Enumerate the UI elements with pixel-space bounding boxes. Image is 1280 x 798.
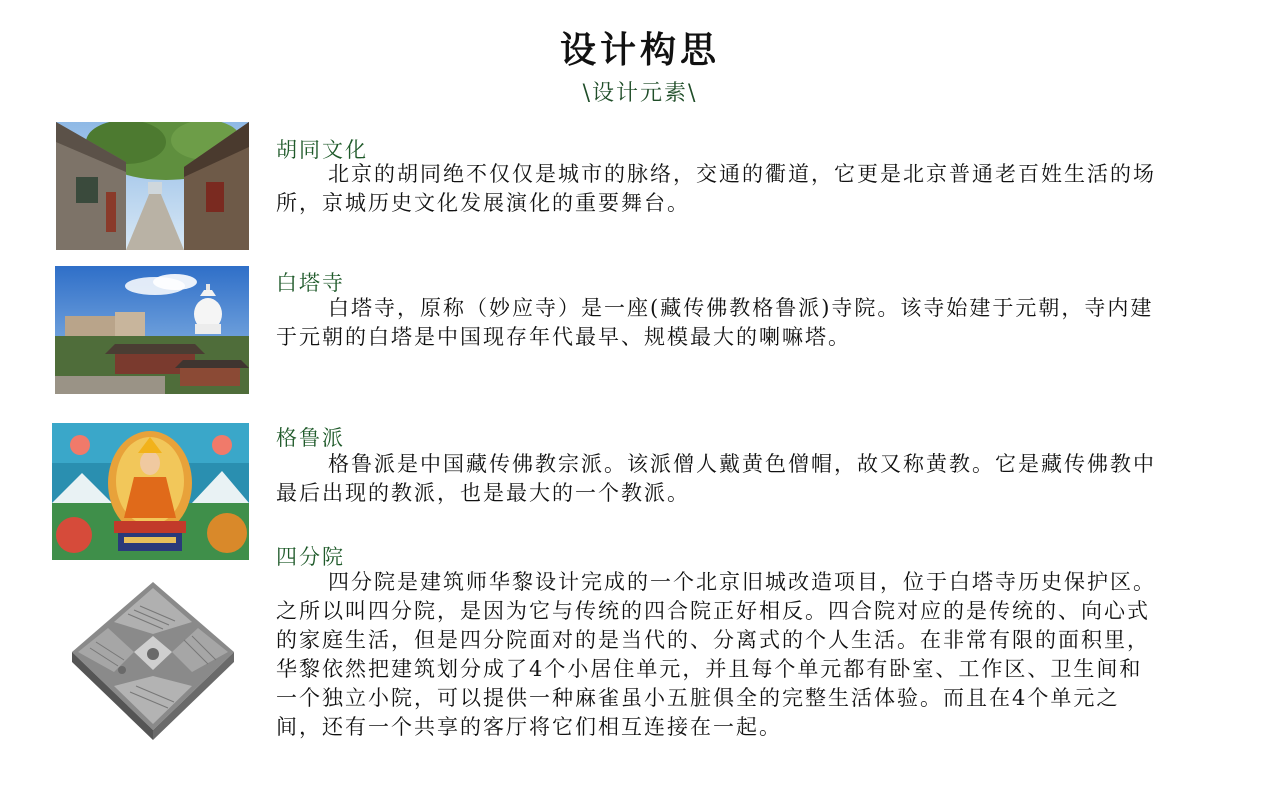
page-title: 设计构思 — [559, 29, 720, 71]
section-body-baita-temple: 白塔寺，原称（妙应寺）是一座(藏传佛教格鲁派)寺院。该寺始建于元朝，寺内建于元朝的白塔是中国现存年代最早、规模最大的喇嘛塔。 — [276, 296, 1154, 349]
hutong-alley-photo — [56, 122, 249, 250]
section-title-baita-temple: 白塔寺 — [276, 271, 345, 295]
section-title-sifenyuan: 四分院 — [276, 545, 345, 569]
courtyard-house-model — [68, 574, 238, 740]
section-body-sifenyuan: 四分院是建筑师华黎设计完成的一个北京旧城改造项目，位于白塔寺历史保护区。之所以叫四分院，是因为它与传统的四合院正好相反。四合院对应的是传统的、向心式的家庭生活，但是四分院面对的是当代的、分离式的个人生活。在非常有限的面积里，华黎依然把建筑划分成了4个小居住单元，并且每个单元都有卧室、工作区、卫生间和一个独立小院，可以提供一种麻雀虽小五脏俱全的完整生活体验。而且在4个单元之间，还有一个共享的客厅将它们相互连接在一起。 — [276, 570, 1156, 739]
section-title-hutong: 胡同文化 — [276, 138, 368, 162]
section-body-gelug: 格鲁派是中国藏传佛教宗派。该派僧人戴黄色僧帽，故又称黄教。它是藏传佛教中最后出现的教派，也是最大的一个教派。 — [276, 452, 1156, 505]
thangka-painting — [52, 423, 249, 560]
white-pagoda-temple-photo — [55, 266, 249, 394]
section-body-hutong: 北京的胡同绝不仅仅是城市的脉络，交通的衢道，它更是北京普通老百姓生活的场所，京城历史文化发展演化的重要舞台。 — [276, 162, 1156, 215]
section-title-gelug: 格鲁派 — [276, 426, 345, 450]
page-subtitle: \设计元素\ — [582, 81, 698, 106]
